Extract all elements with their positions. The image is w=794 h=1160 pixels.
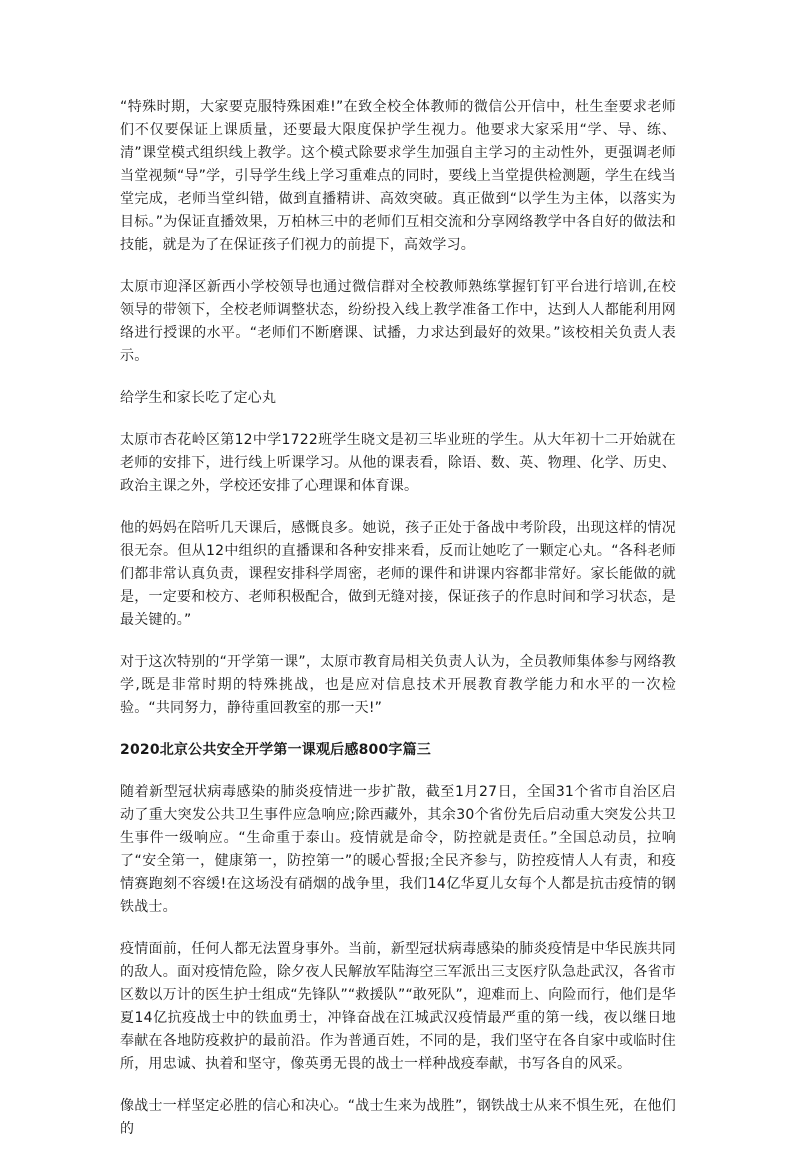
paragraph-like-soldiers: 像战士一样坚定必胜的信心和决心。“战士生来为战胜”，钢铁战士从来不惧生死，在他们的 (120, 1098, 676, 1137)
section-heading-essay-three: 2020北京公共安全开学第一课观后感800字篇三 (120, 742, 431, 758)
paragraph-education-bureau: 对于这次特别的“开学第一课”，太原市教育局相关负责人认为，全员教师集体参与网络教学,既是非常时期的特殊挑战，也是应对信息技术开展教育教学能力和水平的一次检验。“共同努力，静待重回教室的那一天!” (120, 654, 676, 716)
paragraph-student-xiaowen: 太原市杏花岭区第12中学1722班学生晓文是初三毕业班的学生。从大年初十二开始就在老师的安排下，进行线上听课学习。从他的课表看，除语、数、英、物理、化学、历史、政治主课之外，学校还安排了心理课和体育课。 (120, 432, 676, 494)
paragraph-epidemic-spread: 随着新型冠状病毒感染的肺炎疫情进一步扩散，截至1月27日，全国31个省市自治区启动了重大突发公共卫生事件应急响应;除西藏外，其余30个省份先后启动重大突发公共卫生事件一级响应。“生命重于泰山。疫情就是命令，防控就是责任。”全国总动员，拉响了“安全第一，健康第一，防控第一”的暖心誓报;全民齐参与，防控疫情人人有责，和疫情赛跑刻不容缓!在这场没有硝烟的战争里，我们14亿华夏儿女每个人都是抗击疫情的钢铁战士。 (120, 784, 676, 915)
paragraph-xinxi-school: 太原市迎泽区新西小学校领导也通过微信群对全校教师熟练掌握钉钉平台进行培训,在校领导的带领下，全校老师调整状态，纷纷投入线上教学准备工作中，达到人人都能利用网络进行授课的水平。“老师们不断磨课、试播，力求达到最好的效果。”该校相关负责人表示。 (120, 279, 676, 364)
paragraph-teacher-letter: “特殊时期，大家要克服特殊困难!”在致全校全体教师的微信公开信中，杜生奎要求老师们不仅要保证上课质量，还要最大限度保护学生视力。他要求大家采用“学、导、练、清”课堂模式组织线上教学。这个模式除要求学生加强自主学习的主动性外，更强调老师当堂视频“导”学，引导学生线上学习重难点的同时，要线上当堂提供检测题，学生在线当堂完成，老师当堂纠错，做到直播精讲、高效突破。真正做到“以学生为主体，以落实为目标。”为保证直播效果，万柏林三中的老师们互相交流和分享网络教学中各自好的做法和技能，就是为了在保证孩子们视力的前提下，高效学习。 (120, 99, 676, 253)
section-heading-reassurance: 给学生和家长吃了定心丸 (120, 390, 277, 406)
paragraph-mother-comment: 他的妈妈在陪听几天课后，感慨良多。她说，孩子正处于备战中考阶段，出现这样的情况很无奈。但从12中组织的直播课和各种安排来看，反而让她吃了一颗定心丸。“各科老师们都非常认真负责，课程安排科学周密，老师的课件和讲课内容都非常好。家长能做的就是，一定要和校方、老师积极配合，做到无缝对接，保证孩子的作息时间和学习状态，是最关键的。” (120, 520, 676, 628)
document-body (120, 96, 676, 1160)
paragraph-facing-epidemic: 疫情面前，任何人都无法置身事外。当前，新型冠状病毒感染的肺炎疫情是中华民族共同的敌人。面对疫情危险，除夕夜人民解放军陆海空三军派出三支医疗队急赴武汉，各省市区数以万计的医生护士组成“先锋队”“救援队”“敢死队”，迎难而上、向险而行，他们是华夏14亿抗疫战士中的铁血勇士，冲锋奋战在江城武汉疫情最严重的第一线，夜以继日地奉献在各地防疫救护的最前沿。作为普通百姓，不同的是，我们坚守在各自家中或临时住所，用忠诚、执着和坚守，像英勇无畏的战士一样种战疫奉献，书写各自的风采。 (120, 941, 676, 1072)
